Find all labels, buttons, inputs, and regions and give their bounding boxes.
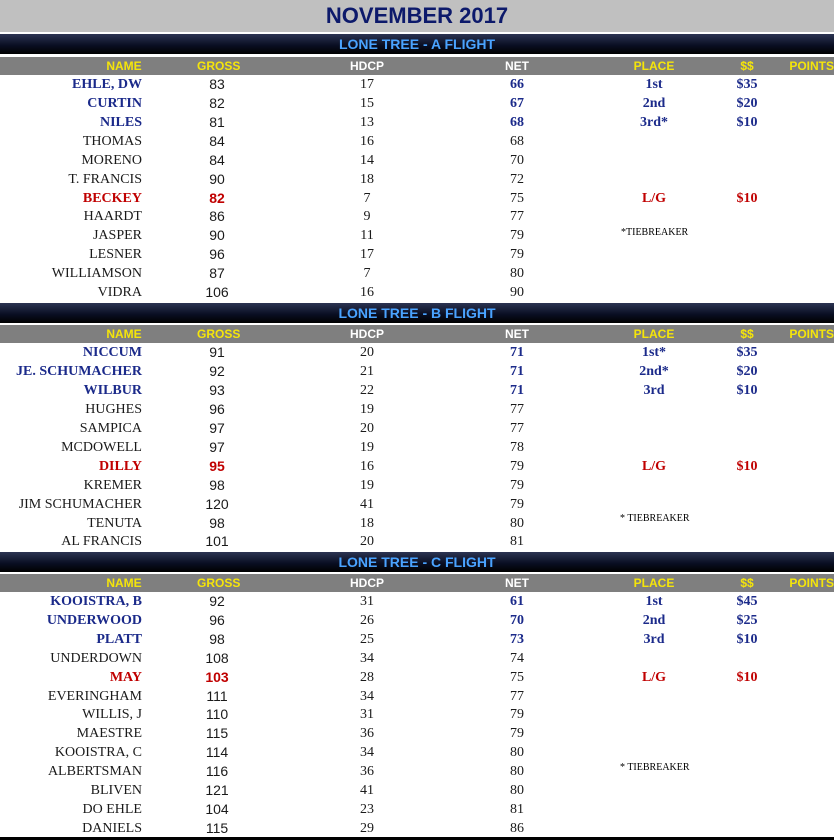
table-row bbox=[0, 514, 834, 533]
cell-place: 3rd* bbox=[640, 114, 668, 130]
cell-hdcp: 41 bbox=[360, 783, 374, 798]
cell-place: 2nd* bbox=[639, 363, 669, 379]
flight-title: LONE TREE - C FLIGHT bbox=[0, 552, 834, 572]
table-row bbox=[0, 800, 834, 819]
cell-money: $10 bbox=[736, 458, 758, 474]
column-header-net: NET bbox=[505, 576, 529, 590]
cell-gross: 115 bbox=[205, 725, 229, 742]
cell-net: 79 bbox=[510, 228, 524, 244]
cell-name: NILES bbox=[99, 114, 142, 130]
column-header-points: POINTS bbox=[789, 327, 834, 341]
cell-gross: 90 bbox=[209, 227, 225, 244]
table-row bbox=[0, 132, 834, 151]
cell-net: 79 bbox=[510, 496, 524, 512]
column-header-row bbox=[0, 57, 834, 75]
cell-net: 70 bbox=[510, 612, 524, 628]
cell-hdcp: 7 bbox=[363, 190, 371, 206]
table-row bbox=[0, 226, 834, 245]
column-header-name: NAME bbox=[106, 576, 142, 590]
cell-gross: 98 bbox=[209, 476, 225, 493]
cell-name: MCDOWELL bbox=[61, 439, 142, 455]
cell-net: 77 bbox=[510, 420, 524, 436]
cell-net: 79 bbox=[510, 458, 524, 474]
cell-net: 74 bbox=[510, 650, 524, 666]
table-row bbox=[0, 532, 834, 551]
cell-hdcp: 11 bbox=[360, 228, 374, 244]
cell-place: L/G bbox=[641, 669, 667, 685]
cell-hdcp: 18 bbox=[360, 515, 374, 531]
cell-hdcp: 22 bbox=[360, 382, 374, 398]
cell-hdcp: 7 bbox=[363, 266, 371, 282]
cell-name: THOMAS bbox=[82, 133, 142, 149]
cell-name: MORENO bbox=[81, 152, 142, 168]
cell-hdcp: 31 bbox=[360, 594, 374, 609]
cell-name: HAARDT bbox=[83, 209, 142, 225]
cell-place: 2nd bbox=[642, 612, 666, 628]
cell-gross: 114 bbox=[205, 744, 229, 761]
cell-net: 80 bbox=[510, 745, 524, 761]
cell-hdcp: 34 bbox=[360, 688, 374, 704]
cell-name: DILLY bbox=[98, 458, 142, 474]
cell-name: TENUTA bbox=[87, 515, 142, 531]
cell-name: UNDERDOWN bbox=[50, 650, 142, 666]
column-header-net: NET bbox=[505, 59, 529, 73]
table-row bbox=[0, 819, 834, 838]
table-row bbox=[0, 724, 834, 743]
cell-name: NICCUM bbox=[82, 345, 142, 360]
cell-hdcp: 19 bbox=[360, 401, 374, 417]
cell-hdcp: 18 bbox=[360, 171, 374, 187]
cell-name: EVERINGHAM bbox=[47, 688, 142, 704]
cell-gross: 111 bbox=[206, 687, 228, 704]
table-row bbox=[0, 170, 834, 189]
cell-gross: 98 bbox=[209, 630, 225, 647]
cell-net: 71 bbox=[510, 382, 524, 398]
column-header-name: NAME bbox=[106, 327, 142, 341]
column-header-money: $$ bbox=[740, 59, 754, 73]
column-header-place: PLACE bbox=[633, 576, 675, 590]
cell-gross: 83 bbox=[209, 76, 225, 92]
cell-net: 90 bbox=[510, 285, 524, 301]
cell-money: $10 bbox=[736, 631, 758, 647]
table-row bbox=[0, 781, 834, 800]
cell-gross: 96 bbox=[209, 400, 225, 417]
cell-net: 73 bbox=[510, 631, 524, 647]
table-row bbox=[0, 151, 834, 170]
cell-gross: 96 bbox=[209, 611, 225, 628]
cell-gross: 84 bbox=[209, 151, 225, 168]
cell-hdcp: 16 bbox=[360, 458, 374, 474]
cell-hdcp: 23 bbox=[360, 801, 374, 817]
cell-money: $45 bbox=[736, 594, 758, 609]
table-row bbox=[0, 419, 834, 438]
cell-hdcp: 17 bbox=[360, 247, 374, 263]
cell-gross: 84 bbox=[209, 132, 225, 149]
column-header-points: POINTS bbox=[789, 59, 834, 73]
column-header-money: $$ bbox=[740, 576, 754, 590]
cell-hdcp: 20 bbox=[360, 345, 374, 360]
cell-net: 79 bbox=[510, 477, 524, 493]
cell-place: 3rd bbox=[643, 631, 665, 647]
cell-hdcp: 28 bbox=[360, 669, 374, 685]
table-row bbox=[0, 264, 834, 283]
cell-money: $35 bbox=[736, 345, 758, 360]
cell-place: 1st bbox=[645, 77, 663, 92]
flight-title: LONE TREE - A FLIGHT bbox=[0, 34, 834, 54]
cell-net: 71 bbox=[510, 363, 524, 379]
cell-name: JIM SCHUMACHER bbox=[18, 496, 142, 512]
cell-gross: 82 bbox=[209, 94, 225, 111]
cell-name: JASPER bbox=[92, 228, 142, 244]
cell-name: WILBUR bbox=[83, 382, 142, 398]
cell-name: EHLE, DW bbox=[71, 77, 142, 92]
cell-money: $10 bbox=[736, 382, 758, 398]
cell-gross: 82 bbox=[209, 189, 225, 206]
cell-net: 80 bbox=[510, 266, 524, 282]
cell-gross: 110 bbox=[205, 706, 229, 723]
cell-name: UNDERWOOD bbox=[46, 612, 142, 628]
cell-hdcp: 14 bbox=[360, 152, 374, 168]
cell-gross: 93 bbox=[209, 381, 225, 398]
cell-name: MAESTRE bbox=[76, 726, 142, 742]
table-row bbox=[0, 75, 834, 94]
table-row bbox=[0, 245, 834, 264]
cell-net: 68 bbox=[510, 114, 524, 130]
cell-money: $20 bbox=[736, 95, 758, 111]
column-header-hdcp: HDCP bbox=[349, 576, 384, 590]
cell-name: LESNER bbox=[89, 247, 142, 263]
cell-gross: 95 bbox=[209, 457, 225, 474]
table-row bbox=[0, 283, 834, 302]
cell-hdcp: 21 bbox=[360, 363, 374, 379]
table-row bbox=[0, 189, 834, 208]
cell-hdcp: 16 bbox=[360, 133, 374, 149]
cell-name: WILLIAMSON bbox=[51, 266, 142, 282]
cell-name: WILLIS, J bbox=[82, 707, 142, 723]
cell-place: 3rd bbox=[643, 382, 665, 398]
cell-name: BECKEY bbox=[82, 190, 142, 206]
table-row bbox=[0, 381, 834, 400]
tiebreaker-note: *TIEBREAKER bbox=[621, 227, 689, 238]
cell-hdcp: 20 bbox=[360, 420, 374, 436]
cell-gross: 92 bbox=[209, 593, 225, 609]
cell-hdcp: 15 bbox=[360, 95, 374, 111]
cell-gross: 101 bbox=[205, 533, 229, 550]
cell-hdcp: 17 bbox=[360, 77, 374, 92]
table-row bbox=[0, 457, 834, 476]
cell-net: 79 bbox=[510, 707, 524, 723]
table-row bbox=[0, 705, 834, 724]
cell-hdcp: 34 bbox=[360, 650, 374, 666]
cell-net: 75 bbox=[510, 669, 524, 685]
column-header-net: NET bbox=[505, 327, 529, 341]
cell-name: VIDRA bbox=[97, 285, 142, 301]
cell-gross: 104 bbox=[205, 800, 229, 817]
column-header-place: PLACE bbox=[633, 327, 675, 341]
cell-hdcp: 31 bbox=[360, 707, 374, 723]
cell-name: MAY bbox=[109, 669, 142, 685]
cell-name: KOOISTRA, B bbox=[50, 594, 142, 609]
table-row bbox=[0, 762, 834, 781]
cell-gross: 120 bbox=[205, 495, 229, 512]
cell-gross: 103 bbox=[205, 668, 229, 685]
cell-hdcp: 25 bbox=[360, 631, 374, 647]
cell-hdcp: 26 bbox=[360, 612, 374, 628]
cell-hdcp: 41 bbox=[360, 496, 374, 512]
table-row bbox=[0, 343, 834, 362]
cell-gross: 121 bbox=[205, 782, 229, 798]
cell-hdcp: 36 bbox=[360, 764, 374, 780]
page-title: NOVEMBER 2017 bbox=[0, 0, 834, 32]
table-row bbox=[0, 649, 834, 668]
table-row bbox=[0, 668, 834, 687]
cell-net: 71 bbox=[510, 345, 524, 360]
cell-net: 77 bbox=[510, 401, 524, 417]
table-row bbox=[0, 113, 834, 132]
table-row bbox=[0, 630, 834, 649]
cell-name: ALBERTSMAN bbox=[47, 764, 142, 780]
cell-money: $25 bbox=[736, 612, 758, 628]
cell-hdcp: 13 bbox=[360, 114, 374, 130]
cell-gross: 116 bbox=[205, 763, 229, 780]
cell-place: 1st bbox=[645, 594, 663, 609]
cell-gross: 91 bbox=[209, 344, 225, 360]
table-row bbox=[0, 94, 834, 113]
cell-name: T. FRANCIS bbox=[68, 171, 142, 187]
cell-gross: 96 bbox=[209, 246, 225, 263]
column-header-points: POINTS bbox=[789, 576, 834, 590]
cell-name: KOOISTRA, C bbox=[54, 745, 142, 761]
table-row bbox=[0, 611, 834, 630]
table-row bbox=[0, 400, 834, 419]
column-header-money: $$ bbox=[740, 327, 754, 341]
cell-money: $35 bbox=[736, 77, 758, 92]
column-header-gross: GROSS bbox=[197, 576, 241, 590]
cell-gross: 98 bbox=[209, 514, 225, 531]
cell-place: 1st* bbox=[641, 345, 667, 360]
cell-gross: 115 bbox=[205, 819, 229, 836]
column-header-hdcp: HDCP bbox=[349, 59, 384, 73]
table-row bbox=[0, 592, 834, 611]
cell-net: 80 bbox=[510, 783, 524, 798]
cell-place: L/G bbox=[641, 190, 667, 206]
column-header-row bbox=[0, 325, 834, 343]
cell-net: 77 bbox=[510, 688, 524, 704]
cell-net: 70 bbox=[510, 152, 524, 168]
column-header-hdcp: HDCP bbox=[349, 327, 384, 341]
cell-hdcp: 9 bbox=[363, 209, 371, 225]
cell-money: $20 bbox=[736, 363, 758, 379]
cell-net: 81 bbox=[510, 534, 524, 550]
cell-net: 61 bbox=[510, 594, 524, 609]
cell-net: 79 bbox=[510, 247, 524, 263]
cell-gross: 86 bbox=[209, 208, 225, 225]
cell-money: $10 bbox=[736, 669, 758, 685]
tiebreaker-note: * TIEBREAKER bbox=[620, 762, 690, 773]
cell-hdcp: 19 bbox=[360, 439, 374, 455]
cell-gross: 81 bbox=[209, 113, 225, 130]
cell-gross: 97 bbox=[209, 438, 225, 455]
cell-gross: 92 bbox=[209, 362, 225, 379]
cell-name: DO EHLE bbox=[82, 801, 142, 817]
cell-net: 66 bbox=[510, 77, 524, 92]
cell-net: 72 bbox=[510, 171, 524, 187]
cell-name: HUGHES bbox=[85, 401, 142, 417]
cell-net: 81 bbox=[510, 801, 524, 817]
tiebreaker-note: * TIEBREAKER bbox=[620, 513, 690, 524]
column-header-row bbox=[0, 574, 834, 592]
cell-gross: 108 bbox=[205, 649, 229, 666]
cell-name: DANIELS bbox=[82, 820, 142, 836]
cell-name: KREMER bbox=[83, 477, 142, 493]
cell-name: BLIVEN bbox=[90, 783, 142, 798]
cell-name: AL FRANCIS bbox=[61, 534, 142, 550]
cell-money: $10 bbox=[736, 190, 758, 206]
cell-hdcp: 36 bbox=[360, 726, 374, 742]
column-header-place: PLACE bbox=[633, 59, 675, 73]
cell-gross: 87 bbox=[209, 265, 225, 282]
cell-gross: 97 bbox=[209, 419, 225, 436]
column-header-name: NAME bbox=[106, 59, 142, 73]
cell-hdcp: 16 bbox=[360, 285, 374, 301]
cell-net: 68 bbox=[510, 133, 524, 149]
cell-place: 2nd bbox=[642, 95, 666, 111]
table-row bbox=[0, 687, 834, 706]
table-row bbox=[0, 207, 834, 226]
cell-net: 75 bbox=[510, 190, 524, 206]
table-row bbox=[0, 476, 834, 495]
table-row bbox=[0, 743, 834, 762]
table-row bbox=[0, 495, 834, 514]
cell-net: 80 bbox=[510, 515, 524, 531]
cell-money: $10 bbox=[736, 114, 758, 130]
cell-net: 67 bbox=[510, 95, 524, 111]
cell-name: JE. SCHUMACHER bbox=[15, 363, 142, 379]
cell-hdcp: 20 bbox=[360, 534, 374, 550]
cell-name: CURTIN bbox=[87, 95, 142, 111]
column-header-gross: GROSS bbox=[197, 59, 241, 73]
flight-title: LONE TREE - B FLIGHT bbox=[0, 303, 834, 323]
cell-gross: 106 bbox=[205, 284, 229, 301]
cell-place: L/G bbox=[641, 458, 667, 474]
cell-net: 79 bbox=[510, 726, 524, 742]
cell-hdcp: 29 bbox=[360, 820, 374, 836]
cell-hdcp: 34 bbox=[360, 745, 374, 761]
cell-name: SAMPICA bbox=[79, 420, 142, 436]
cell-net: 77 bbox=[510, 209, 524, 225]
cell-name: PLATT bbox=[96, 631, 142, 647]
cell-net: 86 bbox=[510, 820, 524, 836]
cell-net: 78 bbox=[510, 439, 524, 455]
cell-gross: 90 bbox=[209, 170, 225, 187]
cell-net: 80 bbox=[510, 764, 524, 780]
column-header-gross: GROSS bbox=[197, 327, 241, 341]
table-row bbox=[0, 362, 834, 381]
table-row bbox=[0, 438, 834, 457]
cell-hdcp: 19 bbox=[360, 477, 374, 493]
